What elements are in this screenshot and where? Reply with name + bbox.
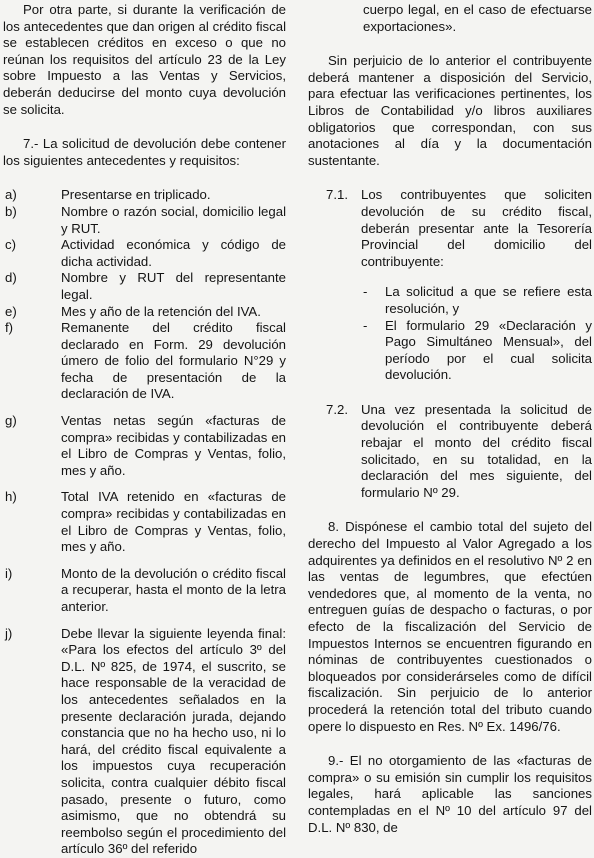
list-letter: f) — [5, 320, 14, 336]
list-item-c — [3, 237, 286, 270]
dash-text: El formulario 29 «Declaración y Pago Simultáneo Mensual», del período por el cual solicita devolución. — [385, 317, 592, 383]
item-7-1 — [326, 187, 592, 270]
item-j-continuation: cuerpo legal, en el caso de efectuarse exportaciones». — [363, 2, 592, 34]
list-letter: h) — [5, 489, 17, 505]
item-text: Una vez presentada la solicitud de devolución el contribuyente deberá rebajar el monto del crédito fiscal solicitado, en su totalidad, en la declaración del mes siguiente, del formulario Nº 29. — [361, 401, 592, 500]
list-item-e — [3, 304, 286, 321]
section-8-paragraph: 8. Dispónese el cambio total del sujeto del derecho del Impuesto al Valor Agregado a los adquirentes ya definidos en el resolutivo Nº 2 en las ventas de legumbres, que efectúen vendedores que, al momento de la venta, no entreguen guías de despacho o facturas, o por efecto de la fiscalización del Servicio de Impuestos Internos se encuentren figurando en nóminas de contribuyentes cuestionados o bloqueados por considerárseles como de difícil fiscalización. Sin perjuicio de lo anterior procederá la retención total del tributo cuando opere lo dispuesto en Res. Nº Ex. 1496/76. — [308, 519, 592, 734]
list-letter: j) — [5, 625, 13, 641]
list-letter: i) — [5, 565, 13, 581]
list-text: Monto de la devolución o crédito fiscal a recuperar, hasta el monto de la letra anterior. — [61, 565, 286, 614]
section-9-paragraph: 9.- El no otorgamiento de las «facturas de compra» o su emisión sin cumplir los requisitos legales, hará aplicable las sanciones contempladas en el Nº 10 del artículo 97 del D.L. Nº 830, de — [308, 753, 592, 835]
list-text: Mes y año de la retención del IVA. — [61, 303, 261, 319]
intro-paragraph: Por otra parte, si durante la verificación de los antecedentes que dan origen al crédito fiscal se establecen créditos en exceso o que no reúnan los requisitos del artículo 23 de la Ley sobre Impuesto a las Ventas y Servicios, deberán deducirse del monto cuya devolución se solicita. — [3, 2, 286, 117]
list-text: Remanente del crédito fiscal declarado en Form. 29 devolución úmero de folio del formulario N°29 y fecha de presentación de la declaración de IVA. — [61, 320, 286, 402]
right-column — [308, 2, 592, 836]
dash-text: La solicitud a que se refiere esta resolución, y — [385, 284, 592, 316]
list-item-a — [3, 187, 286, 204]
dash-item-solicitud — [363, 284, 592, 317]
item-number: 7.2. — [326, 401, 348, 417]
list-letter: b) — [5, 203, 17, 219]
item-text: Los contribuyentes que soliciten devolución de su crédito fiscal, deberán presentar ante la Tesorería Provincial del domicilio del contribuyente: — [361, 187, 592, 269]
list-text: Nombre o razón social, domicilio legal y RUT. — [61, 203, 286, 236]
list-text: Presentarse en triplicado. — [61, 187, 211, 203]
list-text: Debe llevar la siguiente leyenda final: «Para los efectos del artículo 3º del D.L. Nº 825, de 1974, el suscrito, se hace responsable de la veracidad de los antecedentes señalados en la presente declaración jurada, dejando constancia que no ha hecho uso, ni lo hará, del crédito fiscal equivalente a los impuestos cuya recuperación solicita, contra cualquier débito fiscal pasado, presente o futuro, como asimismo, que no obtendrá su reembolso según el procedimiento del artículo 36º del referido — [61, 625, 286, 857]
list-item-j — [3, 626, 286, 858]
dash-marker: - — [363, 284, 368, 300]
list-letter: e) — [5, 303, 17, 319]
list-letter: a) — [5, 187, 17, 203]
list-letter: c) — [5, 237, 16, 253]
list-item-b — [3, 204, 286, 237]
list-text: Actividad económica y código de dicha actividad. — [61, 237, 286, 269]
list-letter: d) — [5, 270, 17, 286]
item-7-2 — [326, 402, 592, 502]
list-text: Nombre y RUT del representante legal. — [61, 270, 286, 302]
list-item-g — [3, 413, 286, 479]
section-7-heading: 7.- La solicitud de devolución debe contener los siguientes antecedentes y requisitos: — [3, 136, 286, 168]
list-item-h — [3, 489, 286, 555]
list-item-i — [3, 566, 286, 616]
dash-item-formulario — [363, 318, 592, 384]
list-text: Ventas netas según «facturas de compra» recibidas y contabilizadas en el Libro de Compras y Ventas, folio, mes y año. — [61, 413, 286, 478]
item-number: 7.1. — [326, 187, 348, 203]
list-item-f — [3, 320, 286, 403]
perjuicio-paragraph: Sin perjuicio de lo anterior el contribuyente deberá mantener a disposición del Servicio, para efectuar las verificaciones pertinentes, los Libros de Contabilidad y/o libros auxiliares obligatorios que correspondan, con sus anotaciones al día y la documentación sustentante. — [308, 53, 592, 168]
left-column — [3, 2, 286, 858]
list-item-d — [3, 270, 286, 303]
list-letter: g) — [5, 413, 17, 429]
dash-marker: - — [363, 317, 368, 333]
list-text: Total IVA retenido en «facturas de compra» recibidas y contabilizadas en el Libro de Compras y Ventas, folio, mes y año. — [61, 489, 286, 555]
